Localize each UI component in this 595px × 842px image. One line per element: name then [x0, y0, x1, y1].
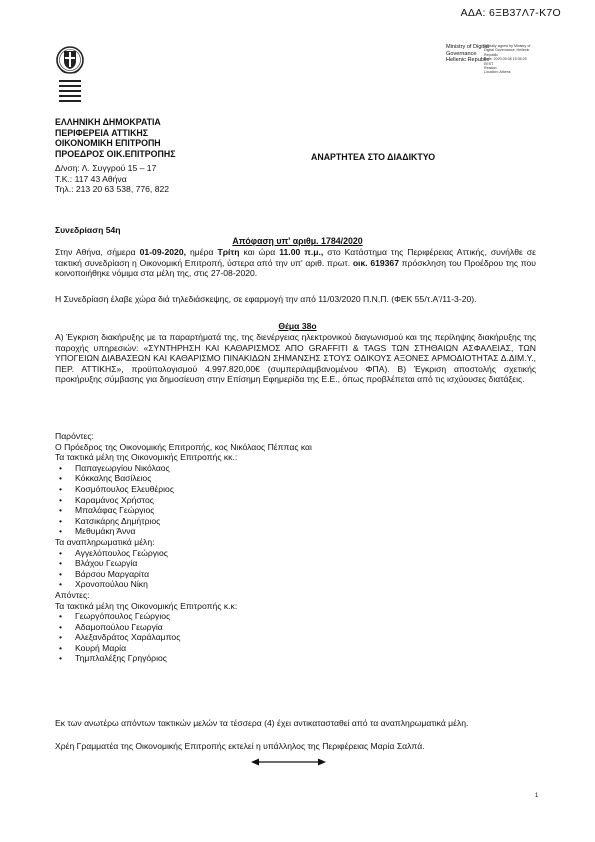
double-arrow-icon	[251, 758, 326, 766]
absent-regular-label: Τα τακτικά μέλη της Οικονομικής Επιτροπής κ.κ:	[55, 600, 238, 611]
text: στο Κατάστημα της Περιφέρειας Αττικής, συνήλθε σε τακτική συνεδρίαση η Οικονομική Επιτροπή, ύστερα από την υπ' αριθ. πρωτ.	[55, 247, 536, 268]
signature-line: Governance	[446, 50, 477, 57]
list-item: • Μεθυμάκη Άννα	[55, 526, 545, 537]
absent-members-list	[55, 611, 545, 664]
text: και ώρα	[239, 247, 280, 257]
list-item: • Καραμάνος Χρήστος	[55, 495, 545, 506]
secretary-paragraph: Χρέη Γραμματέα της Οικονομικής Επιτροπής εκτελεί η υπάλληλος της Περιφέρειας Μαρία Σαλπά.	[55, 741, 425, 751]
attendance-section	[55, 431, 545, 664]
meeting-day: Τρίτη	[217, 247, 240, 257]
header-line: ΟΙΚΟΝΟΜΙΚΗ ΕΠΙΤΡΟΠΗ	[55, 138, 161, 149]
subject-paragraph: Α) Έγκριση διακήρυξης με τα παραρτήματά της, της διενέργειας ηλεκτρονικού διαγωνισμού και της περίληψης διακήρυξης της παροχής υπηρεσιών: «ΣΥΝΤΗΡΗΣΗ ΚΑΙ ΚΑΘΑΡΙΣΜΟΣ ΑΠΟ GRAFFITI & TAGS ΤΩΝ ΣΤΗΘΑΙΩΝ ΑΣΦΑΛΕΙΑΣ, ΤΩΝ ΥΠΟΓΕΙΩΝ ΔΙΑΒΑΣΕΩΝ ΚΑΙ ΚΑΘΑΡΙΣΜΟ ΠΙΝΑΚΙΔΩΝ ΣΗΜΑΝΣΗΣ ΣΤΟΥΣ ΟΔΙΚΟΥΣ ΑΞΟΝΕΣ ΑΡΜΟΔΙΟΤΗΤΑΣ Δ.ΔΙΜ.Υ., ΠΕΡ. ΑΤΤΙΚΗΣ», προϋπολογισμού 4.997.820,00€ (συμπεριλαμβανομένου ΦΠΑ). Β) Έγκριση αποστολής σχετικής προκήρυξης σύμβασης για δημοσίευση στην Επίσημη Εφημερίδα της Ε.Ε., όπως προβλέπεται από τις ισχύουσες διατάξεις.	[55, 332, 536, 385]
meeting-time: 11.00 π.μ.,	[279, 247, 324, 257]
signature-detail: Reason:	[484, 66, 498, 71]
page-number: 1	[535, 793, 539, 799]
list-item: • Αλεξανδράτος Χαράλαμπος	[55, 632, 545, 643]
opening-paragraph	[55, 247, 536, 279]
present-label: Παρόντες:	[55, 431, 94, 441]
signature-detail: Date: 2020.09.08 15:36:25	[484, 57, 527, 62]
alternate-members-label: Τα αναπληρωματικά μέλη:	[55, 536, 155, 547]
regular-members-list	[55, 463, 545, 537]
text: πρόσκληση του Προέδρου της που κοινοποιήθηκε νόμιμα στα μέλη της, στις 27-08-2020.	[55, 257, 536, 279]
list-item: • Βλάχου Γεωργία	[55, 558, 545, 569]
address-line: Τ.Κ.: 117 43 Αθήνα	[55, 173, 127, 184]
text: ημέρα	[186, 247, 218, 257]
signature-detail: Republic	[484, 52, 498, 57]
teleconference-paragraph: Η Συνεδρίαση έλαβε χώρα διά τηλεδιάσκεψης, σε εφαρμογή την από 11/03/2020 Π.Ν.Π. (ΦΕΚ 55/τ.Α'/11-3-20).	[55, 294, 477, 304]
address-block	[55, 163, 169, 195]
chair-line: Ο Πρόεδρος της Οικονομικής Επιτροπής, κος Νικόλαος Πέππας και	[55, 441, 312, 452]
session-number: Συνεδρίαση 54η	[55, 225, 121, 235]
regular-members-label: Τα τακτικά μέλη της Οικονομικής Επιτροπής κκ.:	[55, 452, 238, 463]
list-item: • Γεωργόπουλος Γεώργιος	[55, 611, 545, 622]
replacement-paragraph: Εκ των ανωτέρω απόντων τακτικών μελών τα τέσσερα (4) έχει αντικατασταθεί από τα αναπληρωματικά μέλη.	[55, 718, 469, 728]
list-item: • Αγγελόπουλος Γεώργιος	[55, 548, 545, 559]
signature-detail: Digital Governance, Hellenic	[484, 48, 530, 53]
protocol-number: οικ. 619367	[352, 257, 399, 268]
list-item: • Κοσμόπουλος Ελευθέριος	[55, 484, 545, 495]
issuer-header	[55, 117, 176, 159]
list-item: • Χρονοπούλου Νίκη	[55, 579, 545, 590]
address-line: Δ/νση: Λ. Συγγρού 15 – 17	[55, 163, 157, 173]
list-item: • Κουρή Μαρία	[55, 643, 545, 654]
list-item: • Μπαλάφας Γεώργιος	[55, 505, 545, 516]
signature-line: Hellenic Republic	[446, 57, 490, 64]
ada-code: ΑΔΑ: 6ΞΒ37Λ7-Κ7Ο	[460, 7, 561, 19]
absent-label: Απόντες:	[55, 589, 90, 600]
list-item: • Παπαγεωργίου Νικόλαος	[55, 463, 545, 474]
text: Στην Αθήνα, σήμερα	[55, 247, 140, 257]
decision-title: Απόφαση υπ' αριθμ. 1784/2020	[232, 236, 363, 246]
theme-title: Θέμα 38ο	[278, 321, 317, 331]
list-item: • Αδαμοπούλου Γεωργία	[55, 622, 545, 633]
list-item: • Κόκκαλης Βασίλειος	[55, 473, 545, 484]
signature-detail: Location: Athens	[484, 70, 511, 75]
meeting-date: 01-09-2020,	[139, 247, 186, 257]
alternate-members-list	[55, 548, 545, 590]
header-line: ΕΛΛΗΝΙΚΗ ΔΗΜΟΚΡΑΤΙΑ	[55, 117, 161, 127]
list-item: • Τημπλαλέξης Γρηγόριος	[55, 653, 545, 664]
signature-detail: EEST	[484, 61, 494, 66]
signature-line: Ministry of Digital	[446, 44, 489, 50]
hellenic-republic-seal-icon	[55, 42, 85, 104]
digital-signature-details	[484, 44, 546, 75]
publication-notice: ΑΝΑΡΤΗΤΕΑ ΣΤΟ ΔΙΑΔΙΚΤΥΟ	[311, 152, 436, 162]
header-line: ΠΡΟΕΔΡΟΣ ΟΙΚ.ΕΠΙΤΡΟΠΗΣ	[55, 148, 176, 159]
address-line: Τηλ.: 213 20 63 538, 776, 822	[55, 184, 170, 195]
list-item: • Κατσικάρης Δημήτριος	[55, 516, 545, 527]
header-line: ΠΕΡΙΦΕΡΕΙΑ ΑΤΤΙΚΗΣ	[55, 127, 149, 138]
list-item: • Βάρσου Μαργαρίτα	[55, 569, 545, 580]
signature-detail: Digitally signed by Ministry of	[484, 44, 531, 48]
